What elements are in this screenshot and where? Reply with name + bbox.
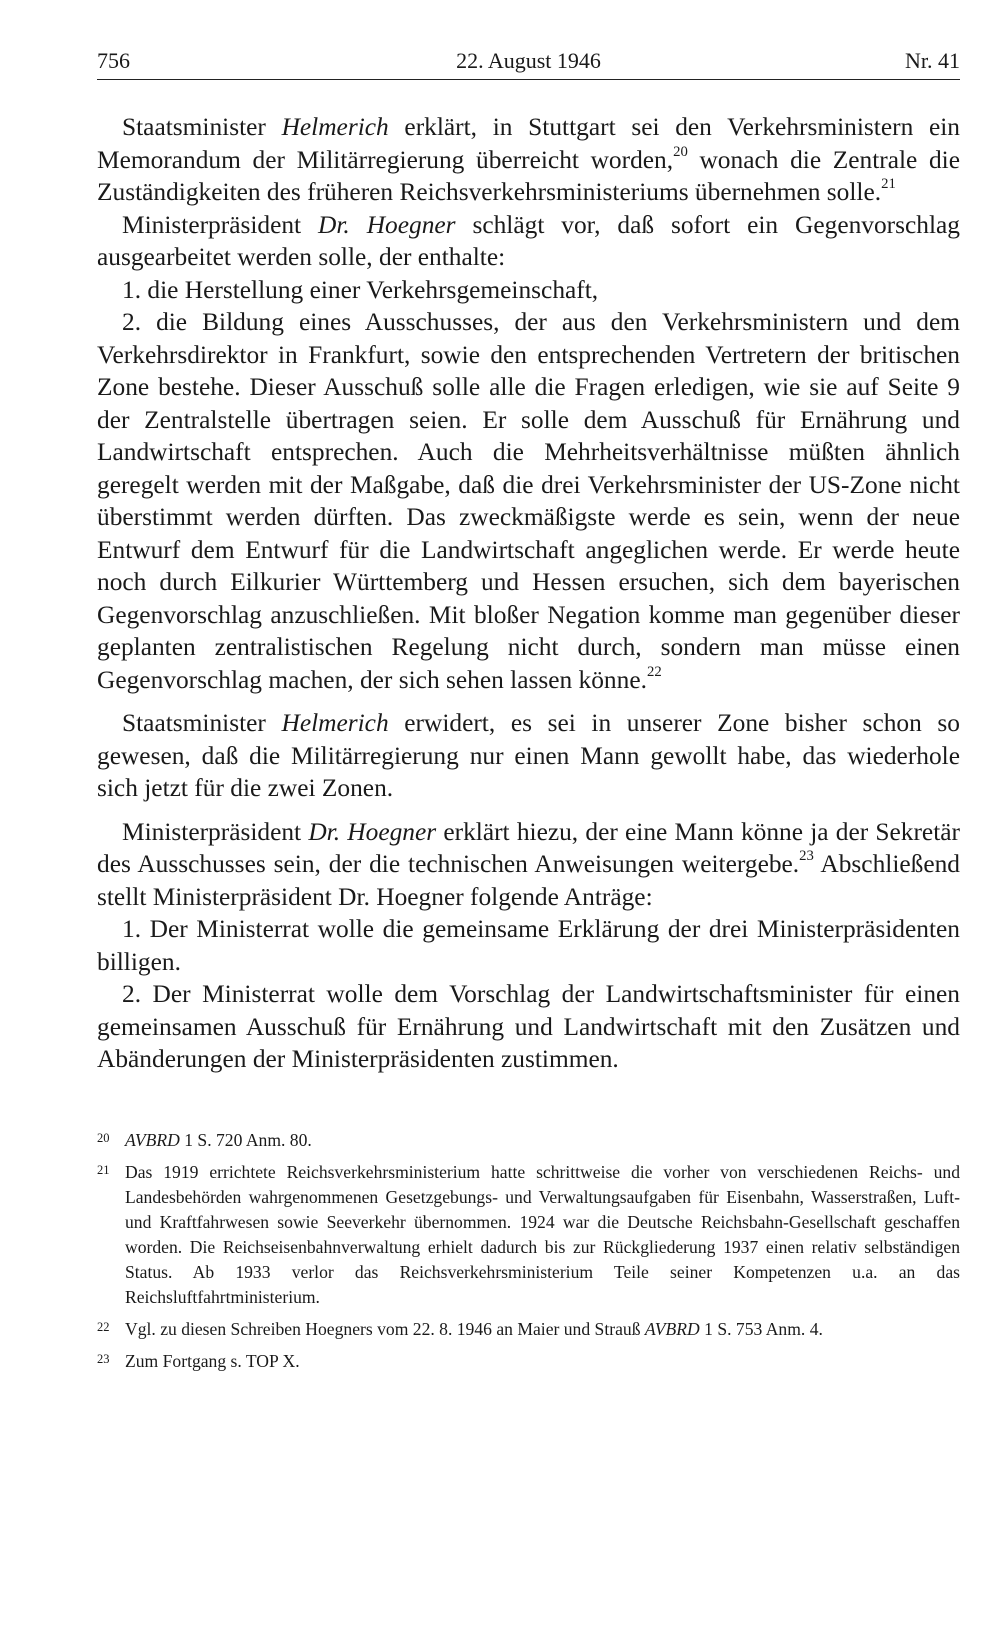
header-rule bbox=[97, 79, 960, 80]
source-abbrev: AVBRD bbox=[644, 1319, 700, 1339]
list-item bbox=[97, 306, 960, 696]
document-number: Nr. 41 bbox=[905, 48, 960, 73]
page-number: 756 bbox=[97, 48, 130, 73]
footnote bbox=[97, 1128, 960, 1153]
text-span: wonach die Zentrale die Zuständigkeiten des früheren Reichsverkehrsministeriums übernehmen solle. bbox=[97, 145, 960, 206]
body-text bbox=[97, 111, 960, 1076]
running-header bbox=[97, 44, 960, 78]
text-span: 2. die Bildung eines Ausschusses, der aus den Verkehrsministern und dem Verkehrsdirektor in Frankfurt, sowie den entsprechenden Vertretern der britischen Zone bestehe. Dieser Ausschuß solle alle die Fragen erledigen, wie sie auf Seite 9 der Zentralstelle übertragen seien. Er solle dem Ausschuß für Ernährung und Landwirtschaft entsprechen. Auch die Mehrheitsverhältnisse müßten ähnlich geregelt werden mit der Maßgabe, daß die drei Verkehrsminister der US-Zone nicht überstimmt werden dürften. Das zweckmäßigste werde es sein, wenn der neue Entwurf dem Entwurf für die Landwirtschaft angeglichen werde. Er werde heute noch durch Eilkurier Württemberg und Hessen ersuchen, sich dem bayerischen Gegenvorschlag anzuschließen. Mit bloßer Negation komme man gegenüber dieser geplanten zentralistischen Regelung nicht durch, sondern man müsse einen Gegenvorschlag machen, der sich sehen lassen könne. bbox=[97, 308, 960, 694]
text-span: Ministerpräsident bbox=[122, 210, 319, 239]
motion-item: 2. Der Ministerrat wolle dem Vorschlag der Landwirtschaftsminister für einen gemeinsamen Ausschuß für Ernährung und Landwirtschaft mit den Zusätzen und Abänderungen der Ministerpräsidenten zustimmen. bbox=[97, 980, 960, 1073]
text-span: Staatsminister bbox=[122, 113, 282, 141]
footnote-number: 23 bbox=[97, 1352, 110, 1366]
paragraph bbox=[97, 707, 960, 805]
text-span: Abschließend stellt Ministerpräsident Dr. Hoegner folgende Anträge: bbox=[97, 850, 961, 911]
person-name: Dr. Hoegner bbox=[318, 210, 456, 239]
footnote bbox=[97, 1160, 960, 1310]
text-span: schlägt vor, daß sofort ein Gegenvorschlag ausgearbeitet werden solle, der enthalte: bbox=[97, 210, 960, 271]
text-span: Ministerpräsident bbox=[122, 817, 309, 846]
footnote-number: 20 bbox=[97, 1131, 110, 1145]
footnote-ref: 22 bbox=[646, 663, 662, 680]
footnote-text: 1 S. 720 Anm. 80. bbox=[179, 1130, 312, 1150]
source-abbrev: AVBRD bbox=[125, 1130, 180, 1150]
footnote-text: Zum Fortgang s. TOP X. bbox=[125, 1351, 300, 1371]
paragraph bbox=[97, 816, 960, 914]
footnote-number: 21 bbox=[97, 1163, 110, 1177]
text-span: erklärt, in Stuttgart sei den Verkehrsministern ein Memorandum der Militärregierung überreicht worden, bbox=[97, 113, 960, 174]
footnote-ref: 23 bbox=[799, 848, 814, 865]
person-name: Helmerich bbox=[281, 709, 389, 737]
footnote bbox=[97, 1349, 960, 1374]
footnote-text: Vgl. zu diesen Schreiben Hoegners vom 22. 8. 1946 an Maier und Strauß bbox=[125, 1319, 645, 1339]
footnote-text: Das 1919 errichtete Reichsverkehrsministerium hatte schrittweise die vorher von verschiedenen Reichs- und Landesbehörden wahrgenommenen Gesetzgebungs- und Verwaltungsaufgaben für Eisenbahn, Wasserstraßen, Luft- und Kraftfahrwesen sowie Seeverkehr übernommen. 1924 war die Deutsche Reichsbahn-Gesellschaft geschaffen worden. Die Reichseisenbahnverwaltung erhielt dadurch bis zur Rückgliederung 1937 einen relativ selbständigen Status. Ab 1933 verlor das Reichsverkehrsministerium Teile seiner Kompetenzen u.a. an das Reichsluftfahrtministerium. bbox=[125, 1162, 960, 1307]
header-date: 22. August 1946 bbox=[456, 48, 601, 73]
text-span: Staatsminister bbox=[122, 709, 282, 737]
motion-item: 1. Der Ministerrat wolle die gemeinsame Erklärung der drei Ministerpräsidenten billigen. bbox=[97, 915, 960, 976]
footnotes bbox=[97, 1128, 960, 1381]
person-name: Helmerich bbox=[281, 113, 389, 141]
footnote bbox=[97, 1317, 960, 1342]
paragraph bbox=[97, 111, 960, 209]
list-item: 1. die Herstellung einer Verkehrsgemeinschaft, bbox=[122, 275, 599, 304]
paragraph bbox=[97, 209, 960, 274]
text-span: erwidert, es sei in unserer Zone bisher schon so gewesen, daß die Militärregierung nur einen Mann gewollt habe, das wiederhole sich jetzt für die zwei Zonen. bbox=[97, 709, 960, 802]
text-span: erklärt hiezu, der eine Mann könne ja der Sekretär des Ausschusses sein, der die technischen Anweisungen weitergebe. bbox=[97, 817, 960, 878]
footnote-ref: 20 bbox=[673, 143, 688, 160]
footnote-number: 22 bbox=[97, 1320, 110, 1334]
person-name: Dr. Hoegner bbox=[308, 817, 437, 846]
footnote-text: 1 S. 753 Anm. 4. bbox=[699, 1319, 823, 1339]
footnote-ref: 21 bbox=[881, 176, 896, 193]
